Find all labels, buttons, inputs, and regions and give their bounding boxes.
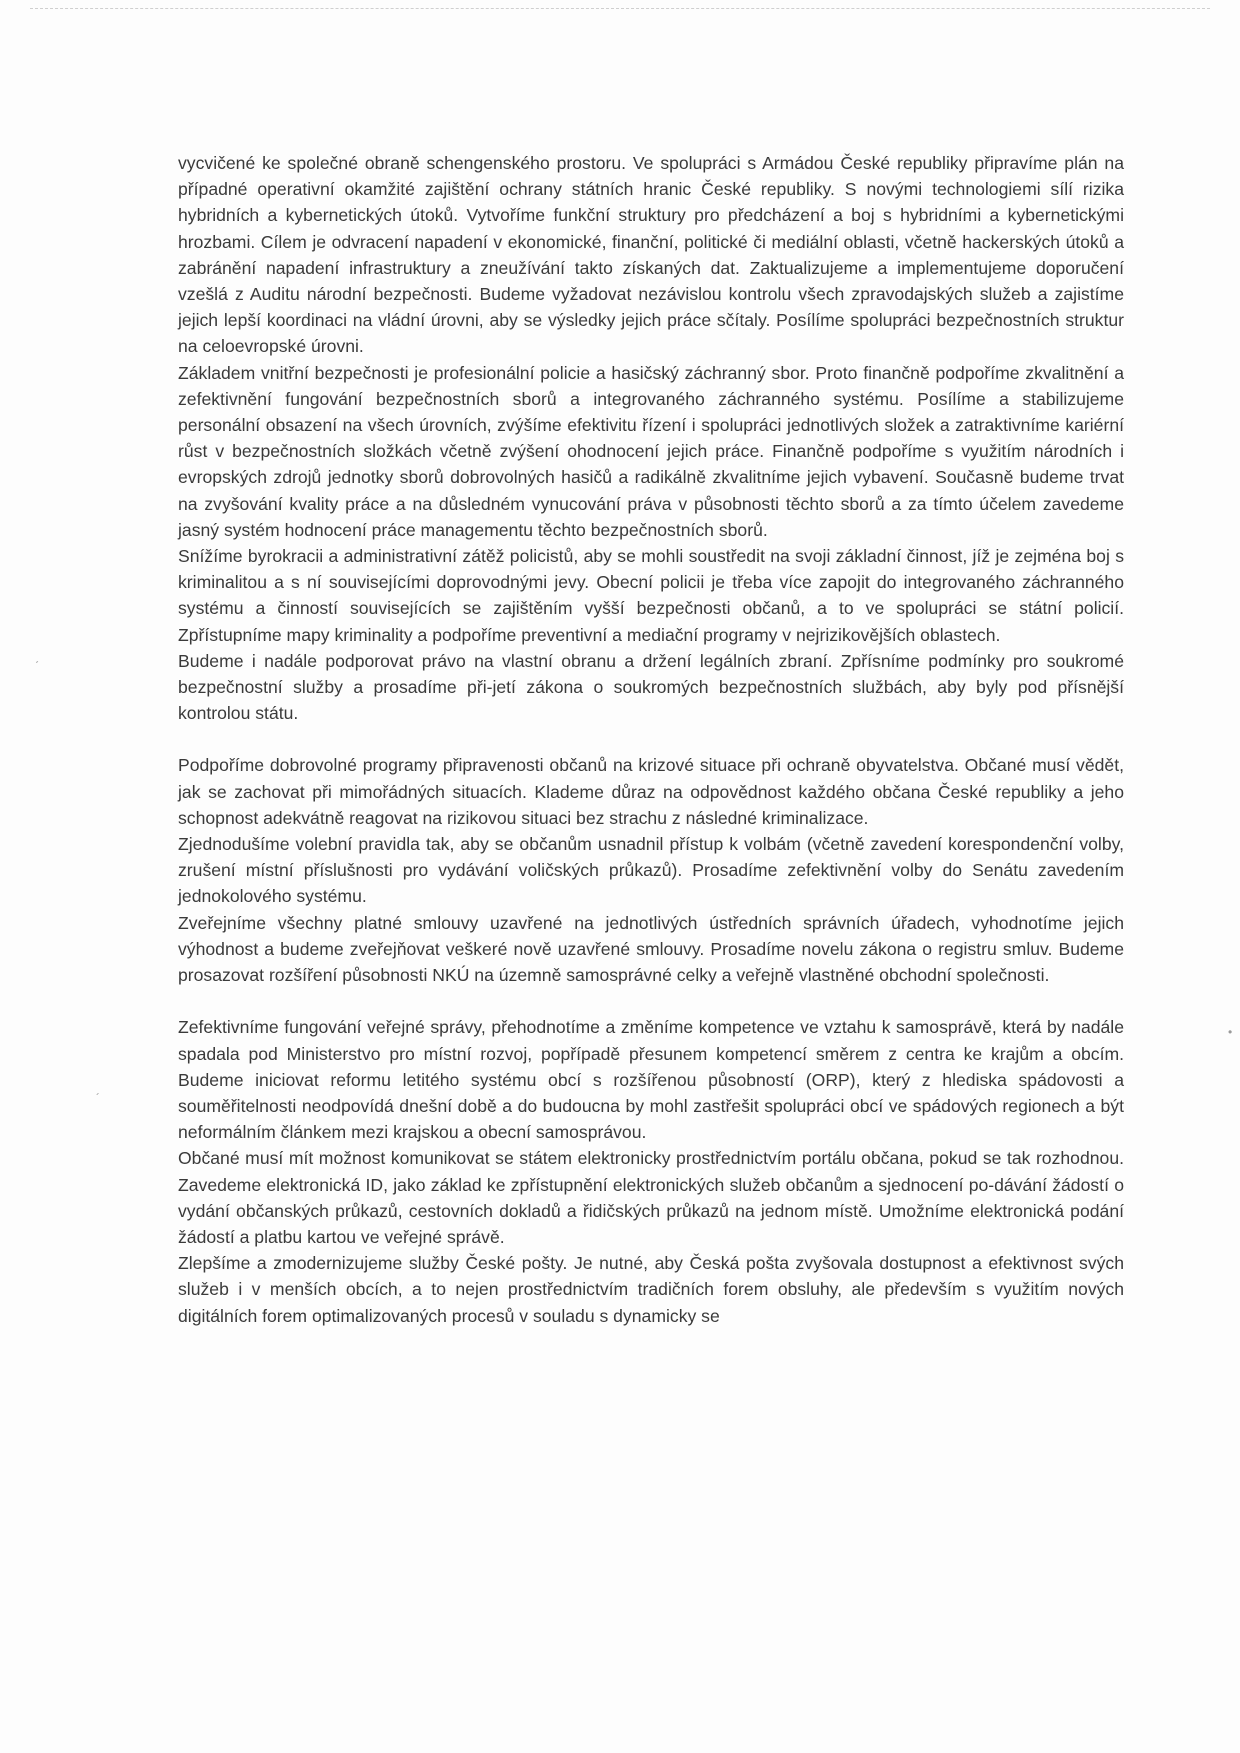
paragraph-public-administration: Zefektivníme fungování veřejné správy, přehodnotíme a změníme kompetence ve vztahu k samosprávě, která by nadále spadala pod Ministerstvo pro místní rozvoj, popřípadě přesunem kompetencí směrem z centra ke krajům a obcím. Budeme iniciovat reformu letitého systému obcí s rozšířenou působností (ORP), který z hlediska spádovosti a souměřitelnosti neodpovídá dnešní době a do budoucna by mohl zastřešit spolupráci obcí ve spádových regionech a být neformálním článkem mezi krajskou a obecní samosprávou. [178, 1017, 1124, 1143]
paragraph-crisis-preparedness: Podpoříme dobrovolné programy připravenosti občanů na krizové situace při ochraně obyvatelstva. Občané musí vědět, jak se zachovat při mimořádných situacích. Klademe důraz na odpovědnost každého občana České republiky a jeho schopnost adekvátně reagovat na rizikovou situaci bez strachu z následné kriminalizace. [178, 755, 1124, 828]
paragraph-self-defense: Budeme i nadále podporovat právo na vlastní obranu a držení legálních zbraní. Zpřísníme podmínky pro soukromé bezpečnostní služby a prosadíme při-jetí zákona o soukromých bezpečnostních službách, aby byly pod přísnější kontrolou státu. [178, 650, 1124, 724]
document-body [178, 150, 1124, 1329]
paragraph-election-rules: Zjednodušíme volební pravidla tak, aby se občanům usnadnil přístup k volbám (včetně zavedení korespondenční volby, zrušení místní příslušnosti pro vydávání voličských průkazů). Prosadíme zefektivnění volby do Senátu zavedením jednokolového systému. [178, 834, 1124, 907]
scan-mark-left-lower: ´ [96, 1091, 100, 1105]
paragraph-border-security: vycvičené ke společné obraně schengenského prostoru. Ve spolupráci s Armádou České republiky připravíme plán na případné operativní okamžité zajištění ochrany státních hranic České republiky. S novými technologiemi sílí rizika hybridních a kybernetických útoků. Vytvoříme funkční struktury pro předcházení a boj s hybridními a kybernetickými hrozbami. Cílem je odvracení napadení v ekonomické, finanční, politické či mediální oblasti, včetně hackerských útoků a zabránění napadení infrastruktury a zneužívání takto získaných dat. Zaktualizujeme a implementujeme doporučení vzešlá z Auditu národní bezpečnosti. Budeme vyžadovat nezávislou kontrolu všech zpravodajských služeb a zajistíme jejich lepší koordinaci na vládní úrovni, aby se výsledky jejich práce sčítaly. Posílíme spolupráci bezpečnostních struktur na celoevropské úrovni. [178, 153, 1124, 357]
paragraph-police-bureaucracy: Snížíme byrokracii a administrativní zátěž policistů, aby se mohli soustředit na svoji základní činnost, jíž je zejména boj s kriminalitou a s ní souvisejícími doprovodnými jevy. Obecní policii je třeba více zapojit do integrovaného záchranného systému a činností souvisejících se zajištěním vyšší bezpečnosti občanů, a to ve spolupráci se státní policií. Zpřístupníme mapy kriminality a podpoříme preventivní a mediační programy v nejrizikovějších oblastech. [178, 546, 1124, 645]
paragraph-electronic-id: Občané musí mít možnost komunikovat se státem elektronicky prostřednictvím portálu občana, pokud se tak rozhodnou. Zavedeme elektronická ID, jako základ ke zpřístupnění elektronických služeb občanům a sjednocení po-dávání žádostí o vydání občanských průkazů, cestovních dokladů a řidičských průkazů na jednom místě. Umožníme elektronická podání žádostí a platbu kartou ve veřejné správě. [178, 1148, 1124, 1247]
paragraph-contracts: Zveřejníme všechny platné smlouvy uzavřené na jednotlivých ústředních správních úřadech, vyhodnotíme jejich výhodnost a budeme zveřejňovat veškeré nově uzavřené smlouvy. Prosadíme novelu zákona o registru smluv. Budeme prosazovat rozšíření působnosti NKÚ na územně samosprávné celky a veřejně vlastněné obchodní společnosti. [178, 912, 1124, 986]
scan-mark-right: • [1228, 1025, 1233, 1039]
paragraph-internal-security: Základem vnitřní bezpečnosti je profesionální policie a hasičský záchranný sbor. Proto finančně podpoříme zkvalitnění a zefektivnění fungování bezpečnostních sborů a integrovaného záchranného systému. Posílíme a stabilizujeme personální obsazení na všech úrovních, zvýšíme efektivitu řízení i spolupráci jednotlivých složek a zatraktivníme kariérní růst v bezpečnostních složkách včetně zvýšení ohodnocení jejich práce. Finančně podpoříme s využitím národních i evropských zdrojů jednotky sborů dobrovolných hasičů a radikálně zkvalitníme jejich vybavení. Současně budeme trvat na zvyšování kvality práce a na důsledném vynucování práva v působnosti těchto sborů a za tímto účelem zavedeme jasný systém hodnocení práce managementu těchto bezpečnostních sborů. [178, 362, 1124, 540]
scan-mark-left: ˊ [35, 659, 39, 673]
paragraph-czech-post: Zlepšíme a zmodernizujeme služby České pošty. Je nutné, aby Česká pošta zvyšovala dostupnost a efektivnost svých služeb i v menších obcích, a to nejen prostřednictvím tradičních forem obsluhy, ale především s využitím nových digitálních forem optimalizovaných procesů v souladu s dynamicky se [178, 1253, 1124, 1326]
page-top-edge [30, 8, 1210, 9]
